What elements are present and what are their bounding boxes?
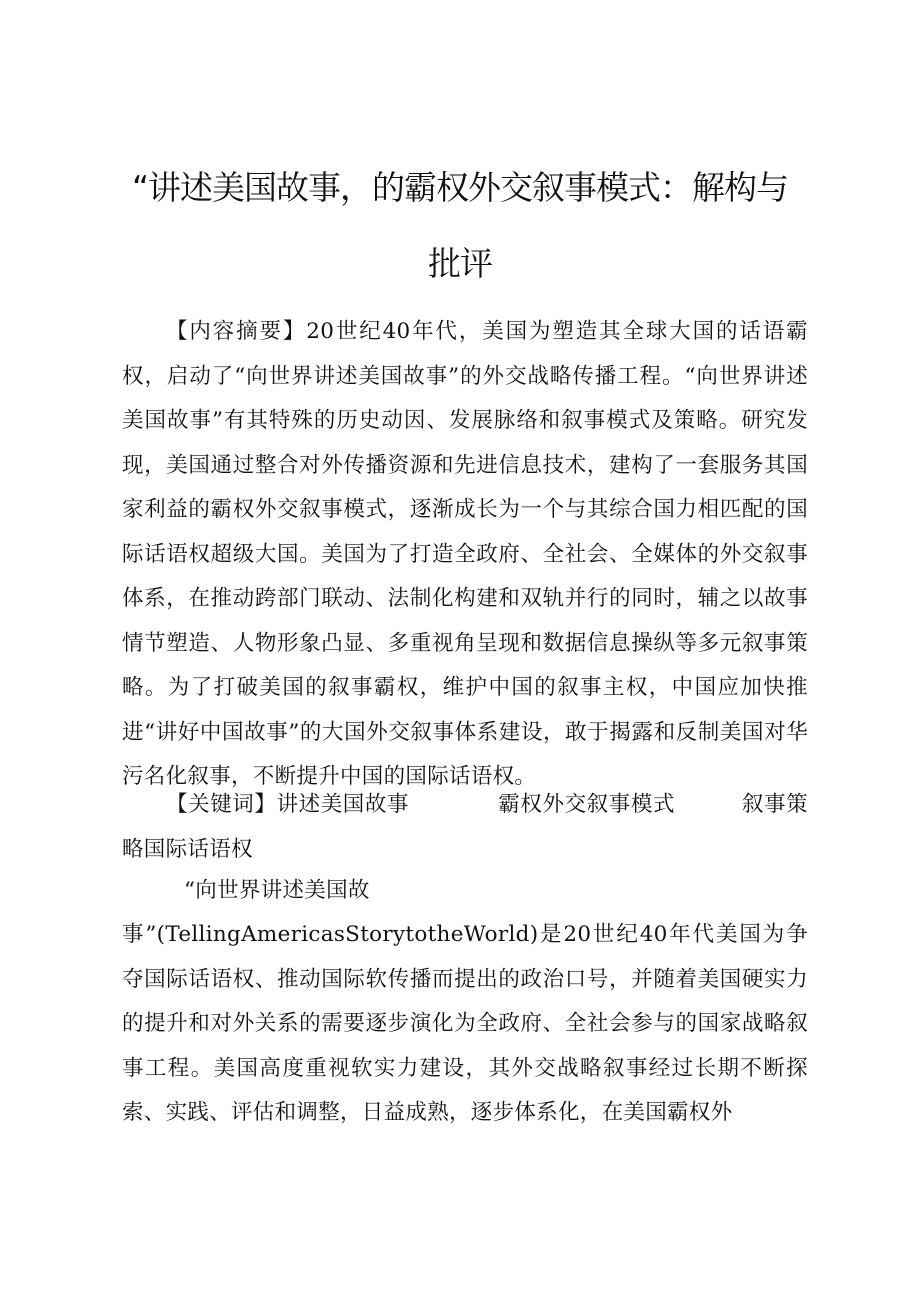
title-line-2: 批评 bbox=[428, 244, 492, 283]
keyword-1: 讲述美国故事 bbox=[276, 792, 410, 817]
document-title bbox=[110, 150, 810, 302]
keyword-3: 叙事策略国际话语权 bbox=[122, 792, 808, 862]
keyword-2: 霸权外交叙事模式 bbox=[498, 792, 676, 817]
opening-paragraph: 事”(TellingAmericasStorytotheWorld)是20世纪40年代美国为争夺国际话语权、推动国际软传播而提出的政治口号，并随着美国硬实力的提升和对外关系的需要逐步演化为全政府、全社会参与的国家战略叙事工程。美国高度重视软实力建设，其外交战略叙事经过长期不断探索、实践、评估和调整，日益成熟，逐步体系化，在美国霸权外 bbox=[122, 922, 808, 1125]
abstract-label: 【内容摘要】 bbox=[166, 319, 307, 344]
abstract-paragraph bbox=[122, 310, 808, 800]
keywords-label: 【关键词】 bbox=[166, 792, 277, 817]
keywords-paragraph bbox=[122, 783, 808, 872]
abstract-text: 20世纪40年代，美国为塑造其全球大国的话语霸权，启动了“向世界讲述美国故事”的外交战略传播工程。“向世界讲述美国故事”有其特殊的历史动因、发展脉络和叙事模式及策略。研究发现，美国通过整合对外传播资源和先进信息技术，建构了一套服务其国家利益的霸权外交叙事模式，逐渐成长为一个与其综合国力相匹配的国际话语权超级大国。美国为了打造全政府、全社会、全媒体的外交叙事体系，在推动跨部门联动、法制化构建和双轨并行的同时，辅之以故事情节塑造、人物形象凸显、多重视角呈现和数据信息操纵等多元叙事策略。为了打破美国的叙事霸权，维护中国的叙事主权，中国应加快推进“讲好中国故事”的大国外交叙事体系建设，敢于揭露和反制美国对华污名化叙事，不断提升中国的国际话语权。 bbox=[122, 319, 808, 789]
title-line-1: “讲述美国故事，的霸权外交叙事模式：解构与 bbox=[131, 168, 789, 207]
opening-line: “向世界讲述美国故 bbox=[184, 878, 370, 903]
